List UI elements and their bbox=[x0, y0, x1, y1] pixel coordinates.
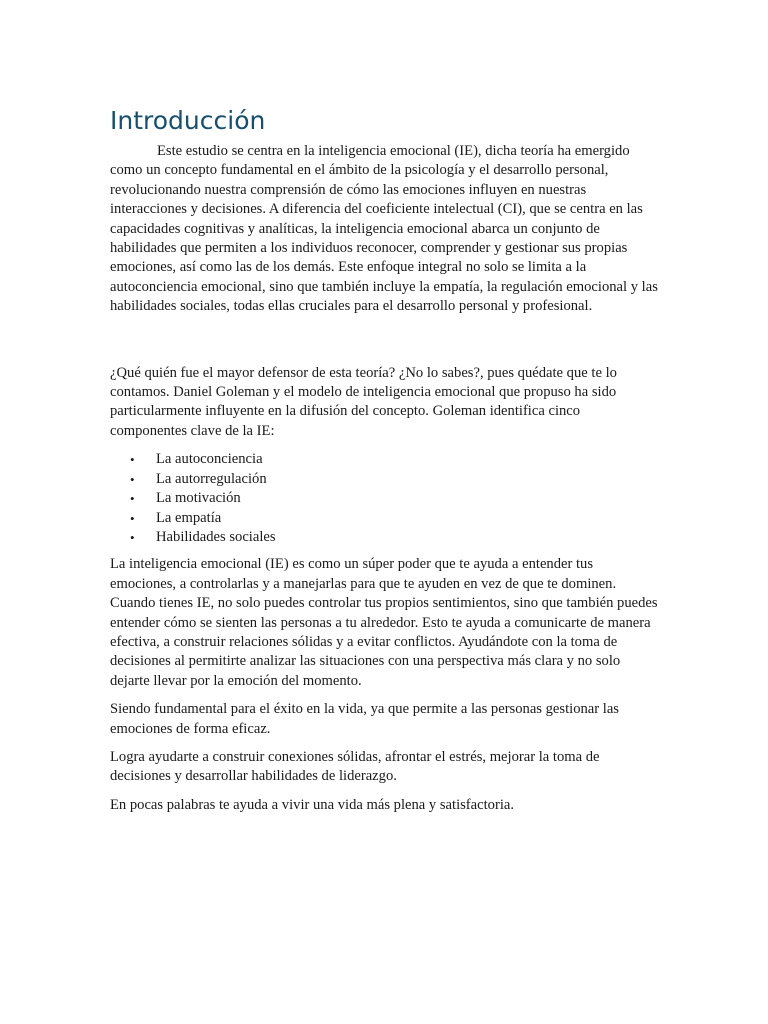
bullet-icon: • bbox=[130, 452, 135, 468]
list-item bbox=[110, 450, 658, 469]
summary-paragraph: En pocas palabras te ayuda a vivir una vida más plena y satisfactoria. bbox=[110, 796, 515, 813]
list-item-label: La autoconciencia bbox=[156, 451, 263, 468]
list-item-label: Habilidades sociales bbox=[156, 528, 276, 545]
intro-paragraph: Este estudio se centra en la inteligencia emocional (IE), dicha teoría ha emergido como un concepto fundamental en el ámbito de la psicología y el desarrollo personal, revolucionando nuestra comprensión de cómo las emociones influyen en nuestras interacciones y decisiones. A diferencia del coeficiente intelectual (CI), que se centra en las capacidades cognitivas y analíticas, la inteligencia emocional abarca un conjunto de habilidades que permiten a los individuos reconocer, comprender y gestionar sus propias emociones, así como las de los demás. Este enfoque integral no solo se limita a la autoconciencia emocional, sino que también incluye la empatía, la regulación emocional y las habilidades sociales, todas ellas cruciales para el desarrollo personal y profesional. bbox=[110, 143, 658, 315]
document-page bbox=[110, 104, 658, 824]
paragraph-spacer bbox=[110, 326, 658, 364]
list-item bbox=[110, 528, 658, 547]
bullet-icon: • bbox=[130, 471, 135, 487]
page-title: Introducción bbox=[110, 106, 266, 135]
ie-definition-paragraph: La inteligencia emocional (IE) es como un súper poder que te ayuda a entender tus emociones, a controlarlas y a manejarlas para que te ayuden en vez de que te dominen. Cuando tienes IE, no solo puedes controlar tus propios sentimientos, sino que también puedes entender cómo se sienten las personas a tu alrededor. Esto te ayuda a comunicarte de manera efectiva, a construir relaciones sólidas y a evitar conflictos. Ayudándote con la toma de decisiones al permitirte analizar las situaciones con una perspectiva más clara y no solo dejarte llevar por la emoción del momento. bbox=[110, 556, 658, 689]
list-item bbox=[110, 509, 658, 528]
list-item-label: La motivación bbox=[156, 490, 241, 507]
components-list bbox=[110, 450, 658, 547]
success-paragraph: Siendo fundamental para el éxito en la vida, ya que permite a las personas gestionar las emociones de forma eficaz. bbox=[110, 701, 619, 737]
connections-paragraph: Logra ayudarte a construir conexiones sólidas, afrontar el estrés, mejorar la toma de decisiones y desarrollar habilidades de liderazgo. bbox=[110, 748, 600, 785]
list-item bbox=[110, 489, 658, 508]
list-item bbox=[110, 470, 658, 489]
bullet-icon: • bbox=[130, 491, 135, 507]
list-item-label: La autorregulación bbox=[156, 470, 267, 487]
goleman-paragraph: ¿Qué quién fue el mayor defensor de esta teoría? ¿No lo sabes?, pues quédate que te lo contamos. Daniel Goleman y el modelo de inteligencia emocional que propuso ha sido particularmente influyente en la difusión del concepto. Goleman identifica cinco componentes clave de la IE: bbox=[110, 364, 617, 439]
bullet-icon: • bbox=[130, 510, 135, 526]
bullet-icon: • bbox=[130, 529, 135, 545]
list-item-label: La empatía bbox=[156, 509, 222, 526]
